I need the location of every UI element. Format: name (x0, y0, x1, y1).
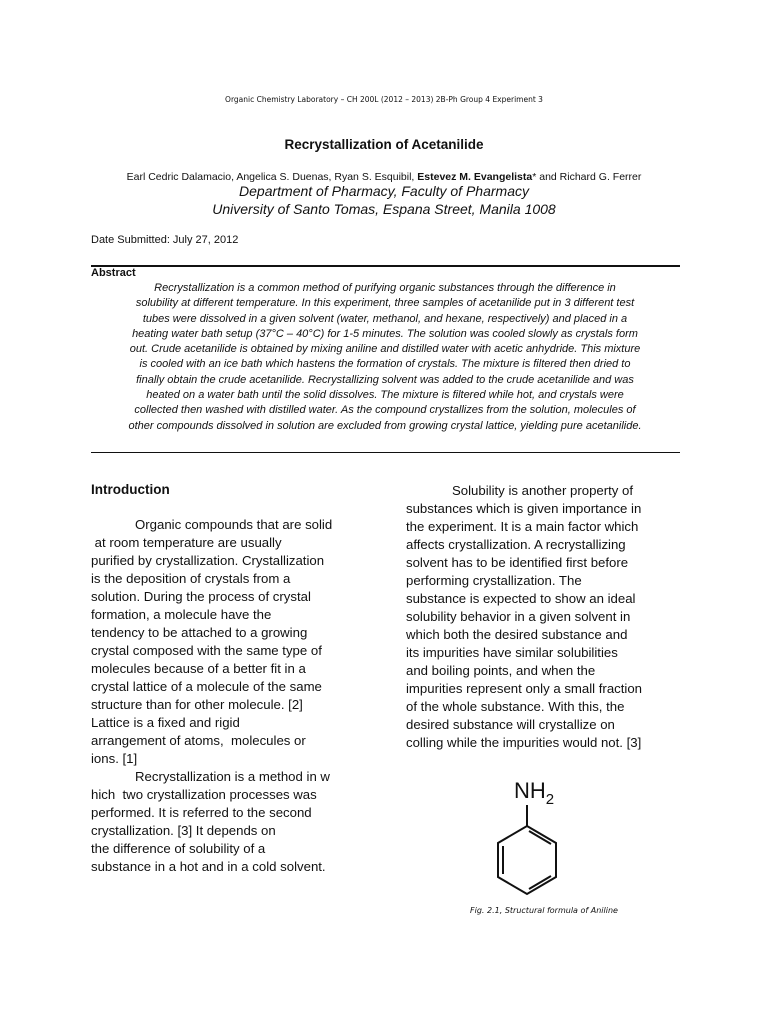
abstract-line: out. Crude acetanilide is obtained by mixing aniline and distilled water with acetic anhydride. This mixture (129, 343, 641, 356)
text-line: arrangement of atoms, molecules or (91, 733, 306, 748)
abstract-line: is cooled with an ice bath which hastens the formation of crystals. The mixture is filtered then dried to (139, 358, 631, 371)
paper-title: Recrystallization of Acetanilide (284, 137, 484, 152)
abstract-line: tubes were dissolved in a given solvent (water, methanol, and hexane, respectively) and placed in a (142, 312, 628, 325)
authors-before: Earl Cedric Dalamacio, Angelica S. Duenas, Ryan S. Esquibil, (126, 171, 418, 183)
amine-group-label: $NH_2$ (514, 778, 555, 808)
text-line: Recrystallization is a method in w (135, 769, 330, 784)
text-line: colling while the impurities would not. [3] (406, 735, 642, 750)
abstract-line: finally obtain the crude acetanilide. Recrystallizing solvent was added to the crude acetanilide and was (136, 373, 634, 386)
text-line: structure than for other molecule. [2] (91, 697, 303, 712)
text-line: hich two crystallization processes was (91, 787, 317, 802)
text-line: the difference of solubility of a (91, 841, 266, 856)
intro-paragraph-3 (406, 482, 682, 752)
text-line: performed. It is referred to the second (91, 805, 312, 820)
text-line: substance is expected to show an ideal (406, 591, 636, 606)
text-line: is the deposition of crystals from a (91, 571, 291, 586)
author-list (0, 171, 768, 183)
text-line: ions. [1] (91, 751, 138, 766)
text-line: performing crystallization. The (406, 573, 582, 588)
text-line: solvent has to be identified first before (406, 555, 629, 570)
abstract-top-rule (91, 265, 680, 267)
text-line: and boiling points, and when the (406, 663, 596, 678)
abstract-bottom-rule (91, 452, 680, 453)
aniline-structure-figure (468, 776, 618, 896)
text-line: solubility behavior in a given solvent in (406, 609, 631, 624)
corresponding-author: Estevez M. Evangelista (417, 171, 533, 183)
left-column (91, 516, 366, 876)
intro-paragraph-2 (91, 768, 366, 876)
text-line: crystallization. [3] It depends on (91, 823, 276, 838)
text-line: substance in a hot and in a cold solvent. (91, 859, 326, 874)
text-line: its impurities have similar solubilities (406, 645, 618, 660)
abstract-line: Recrystallization is a common method of purifying organic substances through the difference in (154, 282, 616, 294)
text-line: Lattice is a fixed and rigid (91, 715, 240, 730)
abstract-body (88, 281, 682, 434)
text-line: molecules because of a better fit in a (91, 661, 306, 676)
text-line: crystal lattice of a molecule of the same (91, 679, 322, 694)
right-column (406, 482, 682, 752)
text-line: of the whole substance. With this, the (406, 699, 625, 714)
text-line: the experiment. It is a main factor which (406, 519, 639, 534)
authors-after: * and Richard G. Ferrer (532, 171, 642, 183)
abstract-line: other compounds dissolved in solution are excluded from growing crystal lattice, yielding pure acetanilide. (128, 419, 642, 432)
text-line: Organic compounds that are solid (135, 517, 333, 532)
text-line: purified by crystallization. Crystallization (91, 553, 325, 568)
text-line: crystal composed with the same type of (91, 643, 322, 658)
text-line: affects crystallization. A recrystallizing (406, 537, 626, 552)
abstract-line: heating water bath setup (37°C – 40°C) for 1-5 minutes. The solution was cooled slowly as crystals form (132, 327, 638, 340)
abstract-line: solubility at different temperature. In this experiment, three samples of acetanilide put in 3 different test (135, 297, 635, 310)
abstract-line: collected then washed with distilled water. As the compound crystallizes from the solution, molecules of (134, 404, 636, 417)
text-line: at room temperature are usually (91, 535, 282, 550)
introduction-heading: Introduction (91, 482, 170, 497)
affiliation-line-1: Department of Pharmacy, Faculty of Pharmacy (239, 183, 529, 199)
affiliation-line-2: University of Santo Tomas, Espana Street, Manila 1008 (212, 201, 556, 217)
abstract-line: heated on a water bath until the solid dissolves. The mixture is filtered while hot, and crystals were (146, 389, 624, 402)
running-header: Organic Chemistry Laboratory – CH 200L (2012 – 2013) 2B-Ph Group 4 Experiment 3 (225, 95, 543, 104)
text-line: desired substance will crystallize on (406, 717, 615, 732)
text-line: substances which is given importance in (406, 501, 642, 516)
text-line: impurities represent only a small fraction (406, 681, 643, 696)
benzene-ring (498, 826, 556, 894)
abstract-label: Abstract (91, 267, 136, 279)
intro-paragraph-1 (91, 516, 366, 768)
figure-caption: Fig. 2.1, Structural formula of Aniline (470, 906, 618, 915)
text-line: tendency to be attached to a growing (91, 625, 308, 640)
text-line: Solubility is another property of (452, 483, 634, 498)
text-line: which both the desired substance and (406, 627, 628, 642)
text-line: solution. During the process of crystal (91, 589, 311, 604)
date-submitted: Date Submitted: July 27, 2012 (91, 234, 239, 246)
text-line: formation, a molecule have the (91, 607, 272, 622)
